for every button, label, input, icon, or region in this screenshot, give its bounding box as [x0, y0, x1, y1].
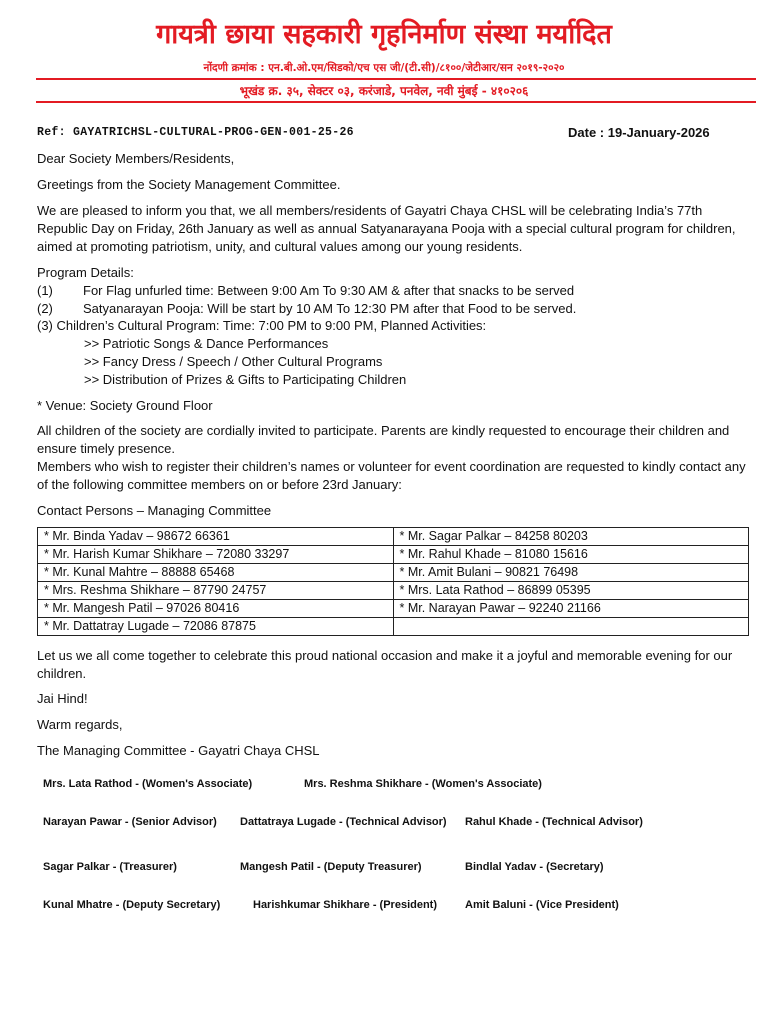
activity-item: >> Distribution of Prizes & Gifts to Participating Children: [84, 372, 407, 387]
society-name-heading: गायत्री छाया सहकारी गृहनिर्माण संस्था मर्यादित: [156, 19, 612, 50]
signatory: Dattatraya Lugade - (Technical Advisor): [240, 816, 447, 828]
program-item: [37, 282, 574, 300]
contact-cell: * Mr. Dattatray Lugade – 72086 87875: [38, 618, 394, 636]
reference-number: Ref: GAYATRICHSL-CULTURAL-PROG-GEN-001-25-26: [37, 126, 354, 139]
register-paragraph: Members who wish to register their children’s names or volunteer for event coordination are requested to kindly contact any of the following committee members on or before 23rd January:: [37, 459, 746, 492]
program-item-number: (2): [37, 301, 53, 316]
header-divider-top: [36, 78, 756, 80]
header-divider-bottom: [36, 101, 756, 103]
contact-cell: [393, 618, 749, 636]
signatory: Sagar Palkar - (Treasurer): [43, 861, 177, 873]
signatory: Mangesh Patil - (Deputy Treasurer): [240, 861, 422, 873]
activity-item: >> Fancy Dress / Speech / Other Cultural Programs: [84, 354, 383, 369]
table-row: [38, 546, 749, 564]
program-item-number: (1): [37, 283, 53, 298]
table-row: [38, 564, 749, 582]
jai-hind: Jai Hind!: [37, 691, 88, 706]
signatory: Mrs. Reshma Shikhare - (Women's Associate): [304, 778, 542, 790]
contact-cell: * Mrs. Lata Rathod – 86899 05395: [393, 582, 749, 600]
table-row: [38, 618, 749, 636]
signatory: Bindlal Yadav - (Secretary): [465, 861, 604, 873]
program-item-text: Satyanarayan Pooja: Will be start by 10 AM To 12:30 PM after that Food to be served.: [83, 301, 577, 316]
activity-item: >> Patriotic Songs & Dance Performances: [84, 336, 329, 351]
signatory: Mrs. Lata Rathod - (Women's Associate): [43, 778, 253, 790]
intro-paragraph: We are pleased to inform you that, we all members/residents of Gayatri Chaya CHSL will be celebrating India’s 77th Republic Day on Friday, 26th January as well as annual Satyanarayana Pooja with a special cultural program for children, aimed at promoting patriotism, unity, and cultural values among our young residents.: [37, 203, 736, 254]
invite-paragraph: All children of the society are cordially invited to participate. Parents are kindly requested to encourage their children and ensure timely presence.: [37, 423, 730, 456]
closing-paragraph: Let us we all come together to celebrate this proud national occasion and make it a joyful and memorable evening for our children.: [37, 648, 733, 681]
table-row: [38, 582, 749, 600]
contact-cell: * Mr. Rahul Khade – 81080 15616: [393, 546, 749, 564]
salutation: Dear Society Members/Residents,: [37, 151, 235, 166]
signatory: Kunal Mhatre - (Deputy Secretary): [43, 899, 221, 911]
contact-cell: * Mr. Binda Yadav – 98672 66361: [38, 528, 394, 546]
venue: * Venue: Society Ground Floor: [37, 398, 213, 413]
program-item-cultural: (3) Children’s Cultural Program: Time: 7:00 PM to 9:00 PM, Planned Activities:: [37, 318, 487, 333]
warm-regards: Warm regards,: [37, 717, 123, 732]
program-heading: Program Details:: [37, 265, 134, 280]
contact-cell: * Mr. Kunal Mahtre – 88888 65468: [38, 564, 394, 582]
program-item: [37, 300, 576, 318]
signatory: Rahul Khade - (Technical Advisor): [465, 816, 643, 828]
registration-number: नोंदणी क्रमांक : एन.बी.ओ.एम/सिडको/एच एस जी/(टी.सी)/८१००/जेटीआर/सन २०१९-२०२०: [203, 62, 565, 74]
society-address: भूखंड क्र. ३५, सेक्टर ०३, करंजाडे, पनवेल, नवी मुंबई - ४१०२०६: [239, 84, 529, 98]
contacts-table: [37, 527, 749, 636]
table-row: [38, 528, 749, 546]
contacts-heading: Contact Persons – Managing Committee: [37, 503, 272, 518]
letter-date: Date : 19-January-2026: [568, 125, 710, 140]
contact-cell: * Mr. Narayan Pawar – 92240 21166: [393, 600, 749, 618]
signatory: Amit Baluni - (Vice President): [465, 899, 619, 911]
table-row: [38, 600, 749, 618]
contact-cell: * Mrs. Reshma Shikhare – 87790 24757: [38, 582, 394, 600]
program-item-text: For Flag unfurled time: Between 9:00 Am To 9:30 AM & after that snacks to be served: [83, 283, 575, 298]
contact-cell: * Mr. Harish Kumar Shikhare – 72080 33297: [38, 546, 394, 564]
contact-cell: * Mr. Amit Bulani – 90821 76498: [393, 564, 749, 582]
signatory: Harishkumar Shikhare - (President): [253, 899, 438, 911]
committee-signoff: The Managing Committee - Gayatri Chaya CHSL: [37, 743, 320, 758]
signatory: Narayan Pawar - (Senior Advisor): [43, 816, 217, 828]
greeting: Greetings from the Society Management Committee.: [37, 177, 341, 192]
contact-cell: * Mr. Sagar Palkar – 84258 80203: [393, 528, 749, 546]
contact-cell: * Mr. Mangesh Patil – 97026 80416: [38, 600, 394, 618]
